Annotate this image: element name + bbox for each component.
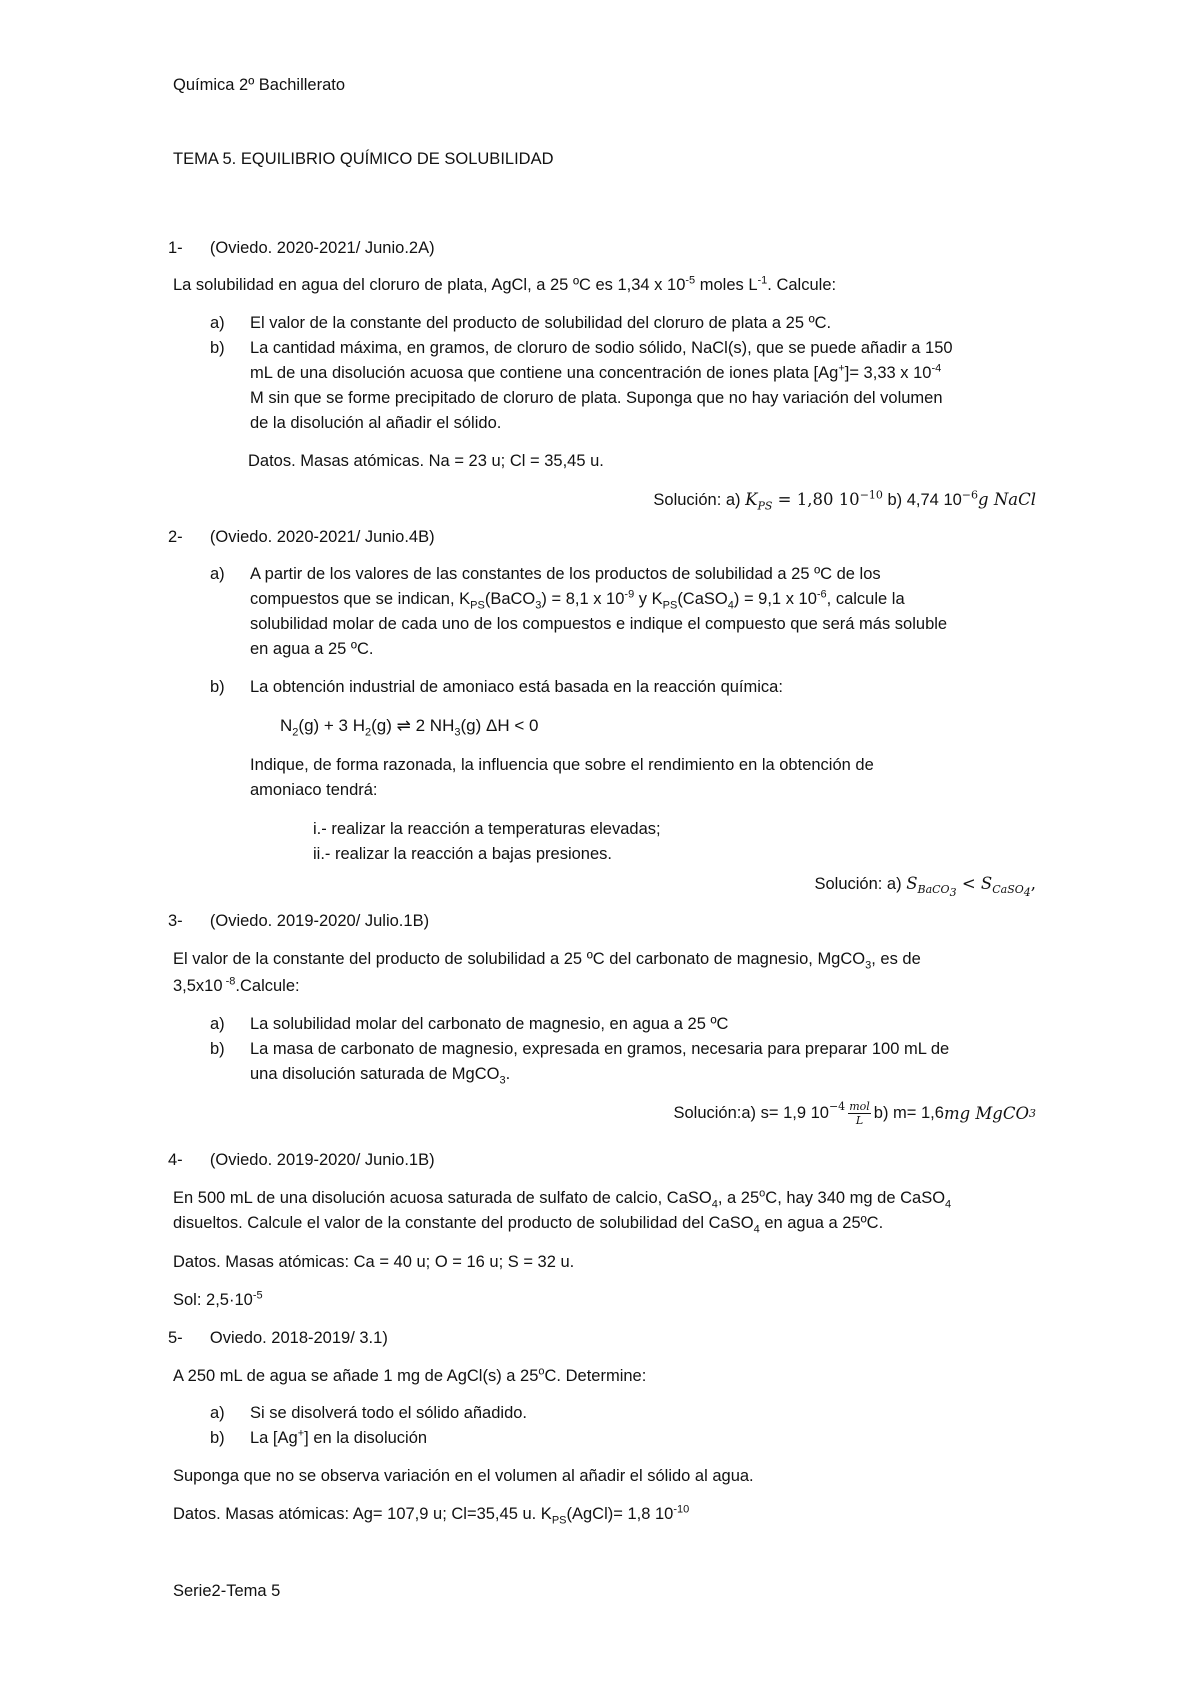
question-2-indique-line: Indique, de forma razonada, la influencia que sobre el rendimiento en la obtención de bbox=[250, 756, 874, 774]
question-1-item-b-line: M sin que se forme precipitado de cloruro de plata. Suponga que no hay variación del volumen bbox=[250, 389, 943, 407]
page-footer: Serie2-Tema 5 bbox=[173, 1582, 281, 1600]
fraction: mol L bbox=[849, 1100, 870, 1127]
question-number: 3- bbox=[168, 912, 183, 930]
subject-header: Química 2º Bachillerato bbox=[173, 76, 346, 94]
question-3-header bbox=[168, 912, 429, 931]
question-3-item-a: a) La solubilidad molar del carbonato de magnesio, en agua a 25 ºC bbox=[210, 1015, 729, 1033]
question-2-subitem-i: i.- realizar la reacción a temperaturas elevadas; bbox=[313, 820, 661, 838]
question-2-subitem-ii: ii.- realizar la reacción a bajas presiones. bbox=[313, 845, 612, 863]
question-4-stem-line: disueltos. Calcule el valor de la constante del producto de solubilidad del CaSO$_4$ en agua a 25ºC. bbox=[173, 1214, 884, 1236]
question-3-solution: Solución:a) s= 1,9 10 $^{-4}$ mol L b) m= 1,6 mg MgCO 3 bbox=[673, 1100, 1036, 1127]
question-1-item-a: a) El valor de la constante del producto de solubilidad del cloruro de plata a 25 ºC. bbox=[210, 314, 832, 332]
question-3-item-b-line: una disolución saturada de MgCO$_3$. bbox=[250, 1065, 511, 1087]
question-number: 1- bbox=[168, 239, 183, 257]
question-5-header bbox=[168, 1329, 388, 1348]
question-1-item-b-line: de la disolución al añadir el sólido. bbox=[250, 414, 502, 432]
question-1-item-b: b) La cantidad máxima, en gramos, de cloruro de sodio sólido, NaCl(s), que se puede añadir a 150 bbox=[210, 339, 953, 357]
topic-title: TEMA 5. EQUILIBRIO QUÍMICO DE SOLUBILIDAD bbox=[173, 150, 554, 168]
question-1-datos: Datos. Masas atómicas. Na = 23 u; Cl = 35,45 u. bbox=[248, 452, 604, 470]
question-5-item-a: a) Si se disolverá todo el sólido añadido. bbox=[210, 1404, 528, 1422]
question-2-item-a-line: en agua a 25 ºC. bbox=[250, 640, 374, 658]
question-4-datos: Datos. Masas atómicas: Ca = 40 u; O = 16 u; S = 32 u. bbox=[173, 1253, 575, 1271]
question-1-solution: Solución: a) $K_{PS} = 1,80$ $10^{-10}$ b) 4,74 $10^{-6}g$ NaCl bbox=[653, 488, 1036, 513]
question-source: (Oviedo. 2019-2020/ Julio.1B) bbox=[209, 912, 430, 930]
question-number: 4- bbox=[168, 1151, 183, 1169]
question-3-stem-line: 3,5x10 $^{-8}$.Calcule: bbox=[173, 975, 300, 995]
question-3-item-b: b) La masa de carbonato de magnesio, expresada en gramos, necesaria para preparar 100 mL de bbox=[210, 1040, 950, 1058]
question-2-indique-line: amoniaco tendrá: bbox=[250, 781, 378, 799]
question-3-stem: El valor de la constante del producto de solubilidad a 25 ºC del carbonato de magnesio, MgCO$_3$, es de bbox=[173, 950, 921, 972]
question-source: (Oviedo. 2020-2021/ Junio.4B) bbox=[209, 528, 435, 546]
question-1-item-b-line: mL de una disolución acuosa que contiene una concentración de iones plata [Ag+]= 3,33 x $10^{-4}$ bbox=[250, 362, 942, 382]
question-1-stem: La solubilidad en agua del cloruro de plata, AgCl, a 25 ºC es 1,34 x $10^{-5}$ moles $L^{-1}$. Calcule: bbox=[173, 274, 837, 294]
question-4-header bbox=[168, 1151, 435, 1170]
question-4-solution: Sol: $2,5\cdot 10^{-5}$ bbox=[173, 1289, 263, 1309]
question-source: (Oviedo. 2020-2021/ Junio.2A) bbox=[209, 239, 435, 257]
question-5-item-b: b) La [Ag+] en la disolución bbox=[210, 1427, 428, 1447]
question-number: 2- bbox=[168, 528, 183, 546]
question-source: Oviedo. 2018-2019/ 3.1) bbox=[209, 1329, 388, 1347]
question-5-stem: A 250 mL de agua se añade 1 mg de AgCl(s) a 25$^o$C. Determine: bbox=[173, 1365, 647, 1385]
question-2-solution: Solución: a) $S_{BaCO_3} < S_{CaSO_4}$, bbox=[814, 874, 1036, 900]
question-5-assumption: Suponga que no se observa variación en el volumen al añadir el sólido al agua. bbox=[173, 1467, 754, 1485]
question-number: 5- bbox=[168, 1329, 183, 1347]
chemical-equation: $N_2(g) + 3$ $H_2(g)$ ⇌ 2 $NH_3(g) \Delta H < 0$ bbox=[280, 716, 539, 739]
question-2-item-a: a) A partir de los valores de las constantes de los productos de solubilidad a 25 ºC de los bbox=[210, 565, 881, 583]
question-2-item-b: b) La obtención industrial de amoniaco está basada en la reacción química: bbox=[210, 678, 783, 696]
question-1-header bbox=[168, 239, 435, 258]
question-2-header bbox=[168, 528, 435, 547]
question-5-datos: Datos. Masas atómicas: Ag= 107,9 u; Cl=35,45 u. $K_{PS}(AgCl)= 1,8$ $10^{-10}$ bbox=[173, 1503, 690, 1527]
question-2-item-a-line: solubilidad molar de cada uno de los compuestos e indique el compuesto que será más soluble bbox=[250, 615, 948, 633]
question-4-stem: En 500 mL de una disolución acuosa saturada de sulfato de calcio, CaSO$_4$, a 25$^o$C, hay 340 mg de CaSO$_4$ bbox=[173, 1187, 952, 1211]
question-2-item-a-line: compuestos que se indican, $K_{PS}(BaCO_3) = 8,1$ x $10^{-9}$ y $K_{PS}(CaSO_4) = 9,1$ x $10^{-6}$, calcule la bbox=[250, 588, 905, 612]
question-source: (Oviedo. 2019-2020/ Junio.1B) bbox=[209, 1151, 435, 1169]
